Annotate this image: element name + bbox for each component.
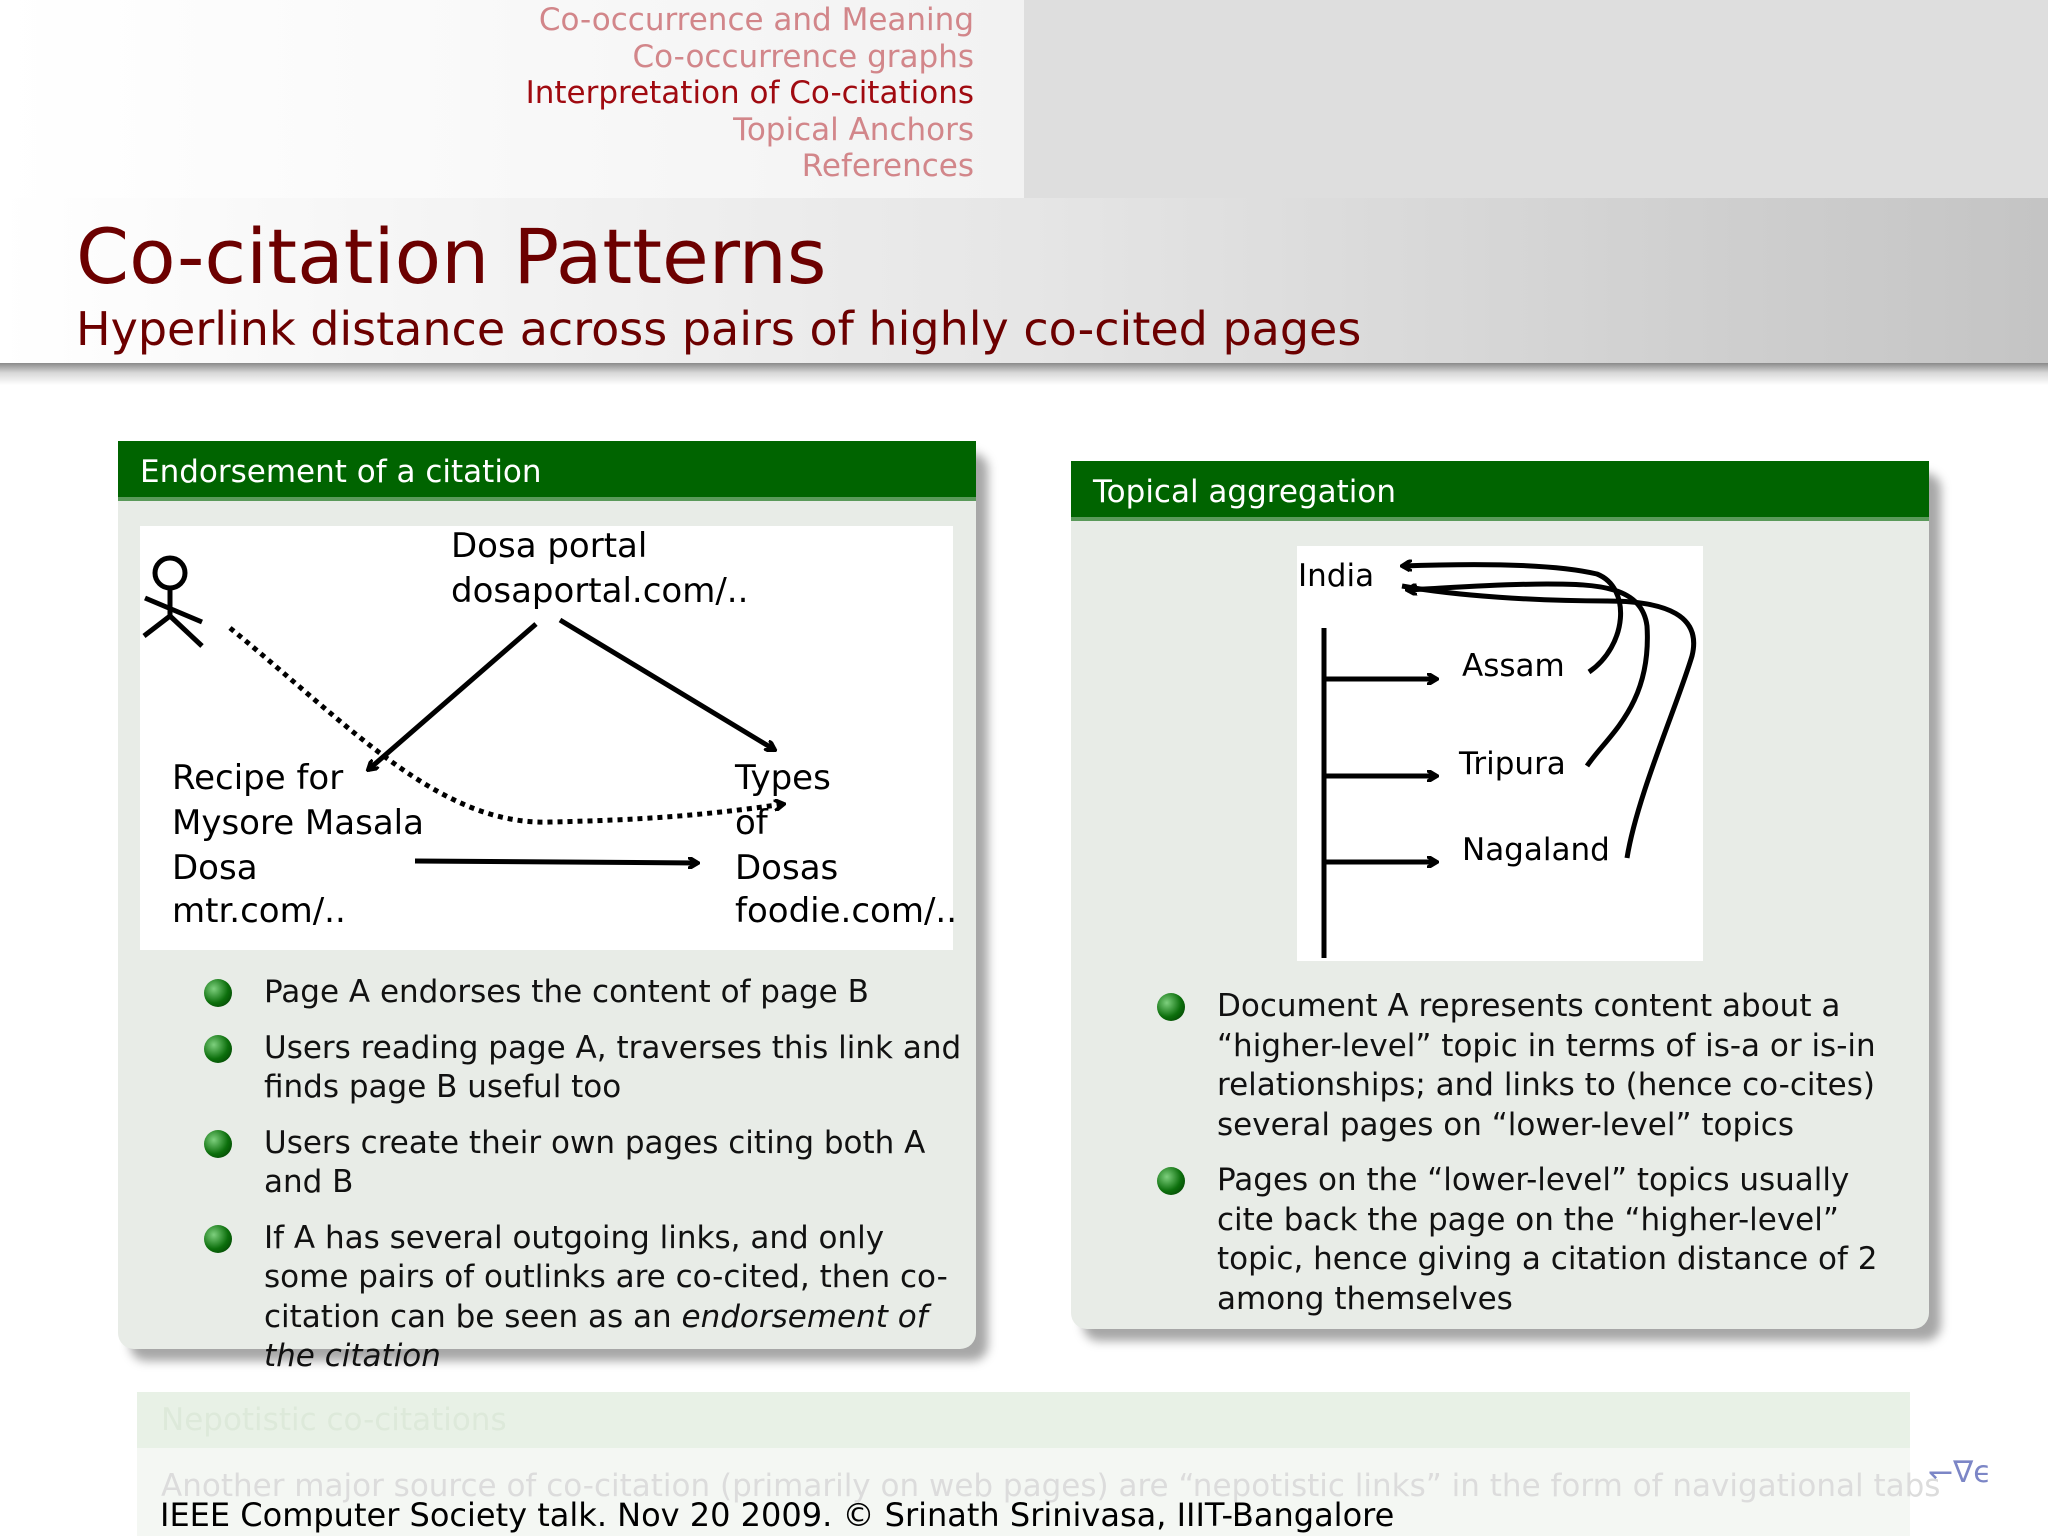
topical-aggregation-bullet-list — [1157, 987, 1909, 1335]
beamer-navigation-symbols[interactable]: ↽∇ϵ — [1928, 1455, 1992, 1490]
list-item: Users create their own pages citing both A and B — [204, 1124, 964, 1203]
list-item: If A has several outgoing links, and only some pairs of outlinks are co-cited, then co-citation can be seen as an endorsement of the citation — [204, 1219, 964, 1377]
recipe-to-types-arrow — [415, 861, 698, 863]
types-label-line4: foodie.com/.. — [735, 891, 958, 931]
nagaland-backlink-arrow — [1402, 586, 1694, 858]
footer-credit: IEEE Computer Society talk. Nov 20 2009. © Srinath Srinivasa, IIIT-Bangalore — [160, 1496, 1395, 1534]
list-item: Page A endorses the content of page B — [204, 973, 964, 1013]
slide-subtitle: Hyperlink distance across pairs of highly co-cited pages — [76, 302, 1362, 356]
list-item: Document A represents content about a “higher-level” topic in terms of is-a or is-in relationships; and links to (hence co-cites) several pages on “lower-level” topics — [1157, 987, 1909, 1145]
portal-to-recipe-arrow — [368, 624, 536, 770]
title-bar-shadow — [0, 363, 2048, 385]
endorsement-block — [118, 441, 976, 1374]
types-label-line1: Types — [735, 758, 831, 798]
nepotistic-block-title: Nepotistic co-citations — [137, 1392, 1910, 1448]
bullet-ball-icon — [204, 1130, 232, 1158]
portal-label-line1: Dosa portal — [451, 526, 648, 566]
nagaland-label: Nagaland — [1462, 832, 1610, 868]
topical-aggregation-diagram — [1297, 546, 1703, 961]
recipe-label-line2: Mysore Masala — [172, 803, 424, 843]
nav-item-references[interactable]: References — [801, 148, 974, 185]
types-label-line2: of — [735, 803, 768, 843]
nav-item-co-occurrence-meaning[interactable]: Co-occurrence and Meaning — [538, 2, 974, 38]
list-item: Pages on the “lower-level” topics usually cite back the page on the “higher-level” topic, hence giving a citation distance of 2 among themselves — [1157, 1161, 1909, 1319]
nepotistic-block-text: Another major source of co-citation (primarily on web pages) are “nepotistic links” in the form of navigational tabs — [161, 1468, 1941, 1504]
types-label-line3: Dosas — [735, 848, 839, 888]
recipe-label-line3: Dosa — [172, 848, 258, 888]
india-label: India — [1298, 558, 1375, 594]
list-item: Users reading page A, traverses this link and finds page B useful too — [204, 1029, 964, 1108]
bullet-ball-icon — [204, 1225, 232, 1253]
section-navigation — [224, 2, 1024, 185]
assam-label: Assam — [1462, 648, 1565, 684]
nav-item-interpretation-co-citations[interactable]: Interpretation of Co-citations — [525, 75, 974, 112]
recipe-label-line1: Recipe for — [172, 758, 344, 798]
nav-item-topical-anchors[interactable]: Topical Anchors — [733, 111, 974, 148]
endorsement-bullet-list — [204, 973, 964, 1393]
endorsement-diagram — [140, 526, 958, 950]
bullet-ball-icon — [204, 1035, 232, 1063]
nav-item-co-occurrence-graphs[interactable]: Co-occurrence graphs — [632, 38, 974, 75]
bullet-ball-icon — [204, 979, 232, 1007]
header-background-right — [1024, 0, 2048, 198]
topical-aggregation-block-title: Topical aggregation — [1071, 461, 1929, 521]
bullet-ball-icon — [1157, 993, 1185, 1021]
tripura-label: Tripura — [1459, 746, 1566, 782]
endorsement-block-title: Endorsement of a citation — [118, 441, 976, 501]
portal-to-types-arrow — [560, 620, 775, 750]
portal-label-line2: dosaportal.com/.. — [451, 571, 749, 611]
bullet-ball-icon — [1157, 1167, 1185, 1195]
slide-title: Co-citation Patterns — [76, 212, 827, 301]
stick-figure-icon — [144, 558, 202, 646]
recipe-label-line4: mtr.com/.. — [172, 891, 346, 931]
topical-aggregation-block — [1071, 461, 1929, 1329]
